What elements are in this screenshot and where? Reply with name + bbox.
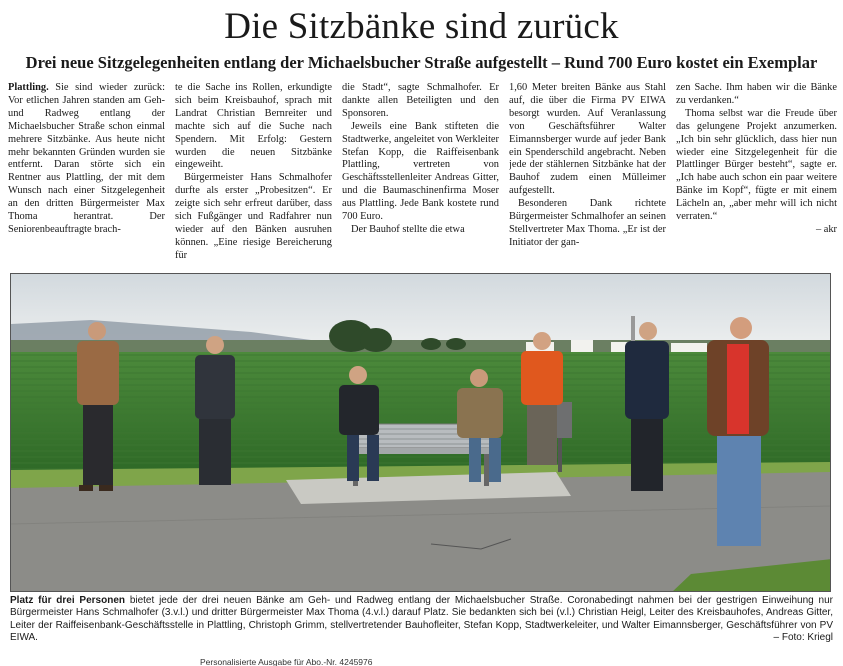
- article-column-2: [175, 82, 332, 272]
- article-paragraph: Der Bauhof stellte die etwa: [351, 223, 465, 235]
- photo-credit: – Foto: Kriegl: [773, 631, 833, 643]
- article-dateline: Plattling.: [8, 82, 49, 93]
- article-paragraph: zen Sache. Ihm haben wir die Bänke zu verdanken.“: [676, 82, 837, 106]
- article-paragraph: te die Sache ins Rollen, erkundigte sich beim Kreisbauhof, sprach mit Landrat Christian Bernreiter und machte sich auf die Suche nach Spendern. Mit Erfolg: Gestern wurden die neuen Sitzbänke eingeweiht.: [175, 82, 332, 171]
- caption-text: bietet jede der drei neuen Bänke am Geh- und Radweg entlang der Michaelsbucher Straße. Coronabedingt nahmen bei der gestrigen Einweihung nur Bürgermeister Hans Schmalhofer (3.v.l.) und dritter Bürgermeister Max Thoma (4.v.l.) darauf Platz. Sie bedankten sich bei (v.l.) Christian Heigl, Leiter des Kreisbauhofes, Andreas Gitter, Leiter der Raiffeisenbank-Geschäftsstelle in Plattling, Christoph Grimm, stellvertretender Bauhofleiter, Stefan Kopp, Stadtwerkeleiter, und Walter Eimannsberger, Geschäftsführer von PV EIWA.: [10, 595, 833, 643]
- person-5: [521, 332, 563, 465]
- person-1: [77, 322, 119, 491]
- caption-lead: Platz für drei Personen: [10, 595, 125, 606]
- article-paragraph: Bürgermeister Hans Schmalhofer durfte als erster „Probesitzen“. Er zeigte sich sehr erfreut darüber, dass sich Fußgänger und Radfahrer nun wieder auf den Bänken ausruhen können. „Eine riesige Bereicherung für: [175, 172, 332, 261]
- article-paragraph: die Stadt“, sagte Schmalhofer. Er dankte allen Beteiligten und den Sponsoren.: [342, 82, 499, 119]
- article-column-3: [342, 82, 499, 272]
- article-author: – akr: [815, 223, 837, 235]
- article-column-4: [509, 82, 666, 272]
- article-subheadline: Drei neue Sitzgelegenheiten entlang der Michaelsbucher Straße aufgestellt – Rund 700 Euro kostet ein Exemplar: [25, 53, 818, 72]
- article-paragraph: 1,60 Meter breiten Bänke aus Stahl auf, die über die Firma PV EIWA besorgt wurden. Auf Veranlassung von Geschäftsführer Walter Eimannsberger wurde auf jeder Bank ein Spenderschild angebracht. Neben jede der stählernen Sitzbänke hat der Bauhof zudem einen Mülleimer aufgestellt.: [509, 82, 666, 197]
- article-paragraph: Jeweils eine Bank stifteten die Stadtwerke, angeleitet von Werkleiter Stefan Kopp, die Raiffeisenbank Plattling, vertreten von Geschäftsstellenleiter Andreas Gitter, und die Baumaschinenfirma Moser aus Plattling. Jede Bank kostete rund 700 Euro.: [342, 120, 499, 223]
- personalization-footer: Personalisierte Ausgabe für Abo.-Nr. 4245976: [200, 657, 373, 666]
- article-headline: Die Sitzbänke sind zurück: [224, 6, 619, 47]
- article-column-1: [8, 82, 165, 272]
- article-paragraph: Besonderen Dank richtete Bürgermeister Schmalhofer an seinen Stellvertreter Max Thoma. „Er ist der Initiator der gan-: [509, 198, 666, 248]
- article-column-5: [676, 82, 837, 272]
- photo-caption: [10, 595, 833, 644]
- person-2: [195, 336, 235, 485]
- article-paragraph: Thoma selbst war die Freude über das gelungene Projekt anzumerken. „Ich bin sehr glücklich, dass hier nun wieder eine Sitzgelegenheit für die Plattlinger Bürger besteht“, sagte er. „Ich habe auch schon ein paar weitere Bänke im Kopf“, fügte er mit einem Lächeln an, „aber mehr will ich nicht verraten.“: [676, 107, 837, 223]
- person-6: [625, 322, 669, 491]
- article-body: [8, 82, 837, 272]
- article-photo: [10, 273, 831, 592]
- article-paragraph: Sie sind wieder zurück: Vor etlichen Jahren standen am Geh- und Radweg entlang der Michaelsbucher Straße schon einmal mehrere Sitzbänke. Aus heute nicht mehr bekannten Gründen wurden sie entfernt. Daran störte sich ein Rentner aus Plattling, der mit dem Wunsch nach einer Sitzgelegenheit an den dritten Bürgermeister Max Thoma herantrat. Der Seniorenbeauftragte brach-: [8, 82, 165, 235]
